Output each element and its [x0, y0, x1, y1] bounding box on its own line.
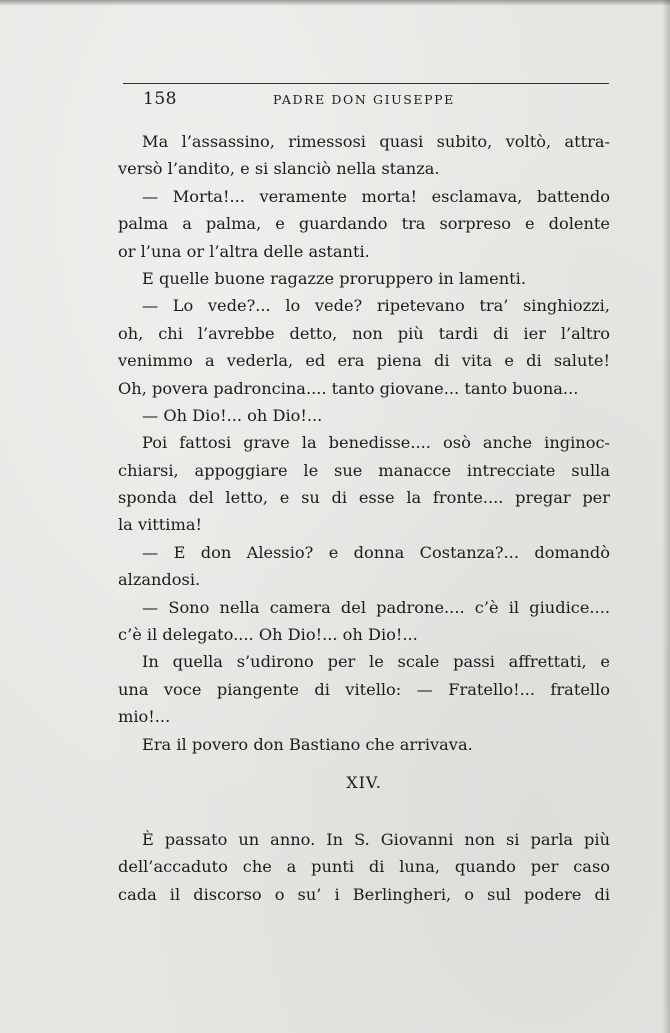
text-line: la vittima!	[118, 515, 202, 535]
page-header	[123, 83, 609, 113]
text-line: chiarsi, appoggiare le sue manacce intrecciate sulla	[118, 460, 610, 480]
text-line: sponda del letto, e su di esse la fronte.... pregar per	[118, 488, 610, 508]
text-line: Era il povero don Bastiano che arrivava.	[142, 734, 473, 754]
text-line: — Oh Dio!... oh Dio!...	[142, 405, 323, 425]
body-text	[118, 128, 610, 758]
text-line: c’è il delegato.... Oh Dio!... oh Dio!...	[118, 625, 418, 645]
text-line: E quelle buone ragazze proruppero in lamenti.	[142, 268, 526, 288]
text-line: oh, chi l’avrebbe detto, non più tardi di ier l’altro	[118, 323, 610, 343]
text-line: In quella s’udirono per le scale passi affrettati, e	[142, 652, 610, 672]
text-line: dell’accaduto che a punti di luna, quando per caso	[118, 857, 610, 877]
text-line: versò l’andito, e si slanciò nella stanza.	[118, 159, 440, 179]
chapter-heading: XIV.	[346, 773, 382, 792]
page-right-edge	[662, 0, 670, 1033]
text-line: cada il discorso o su’ i Berlingheri, o sul podere di	[118, 884, 610, 904]
text-line: palma a palma, e guardando tra sorpreso e dolente	[118, 214, 610, 234]
text-line: Poi fattosi grave la benedisse.... osò anche inginoc-	[142, 433, 610, 453]
page-number: 158	[143, 89, 177, 109]
text-line: — E don Alessio? e donna Costanza?... domandò	[142, 542, 610, 562]
text-line: È passato un anno. In S. Giovanni non si parla più	[142, 830, 610, 849]
text-line: — Morta!... veramente morta! esclamava, battendo	[142, 186, 610, 206]
text-line: alzandosi.	[118, 570, 201, 590]
text-line: mio!...	[118, 707, 171, 727]
page-top-edge	[0, 0, 670, 6]
text-line: venimmo a vederla, ed era piena di vita e di salute!	[118, 351, 610, 371]
text-line: or l’una or l’altra delle astanti.	[118, 241, 370, 261]
text-line: una voce piangente di vitello: — Fratello!... fratello	[118, 679, 610, 699]
body-text-continued	[118, 826, 610, 908]
header-rule	[123, 83, 609, 84]
text-line: — Sono nella camera del padrone.... c’è il giudice....	[142, 597, 610, 617]
text-line: Ma l’assassino, rimessosi quasi subito, voltò, attra-	[142, 132, 610, 151]
running-title: PADRE DON GIUSEPPE	[273, 92, 455, 107]
text-line: Oh, povera padroncina.... tanto giovane... tanto buona...	[118, 378, 579, 398]
text-line: — Lo vede?... lo vede? ripetevano tra’ singhiozzi,	[142, 296, 610, 316]
